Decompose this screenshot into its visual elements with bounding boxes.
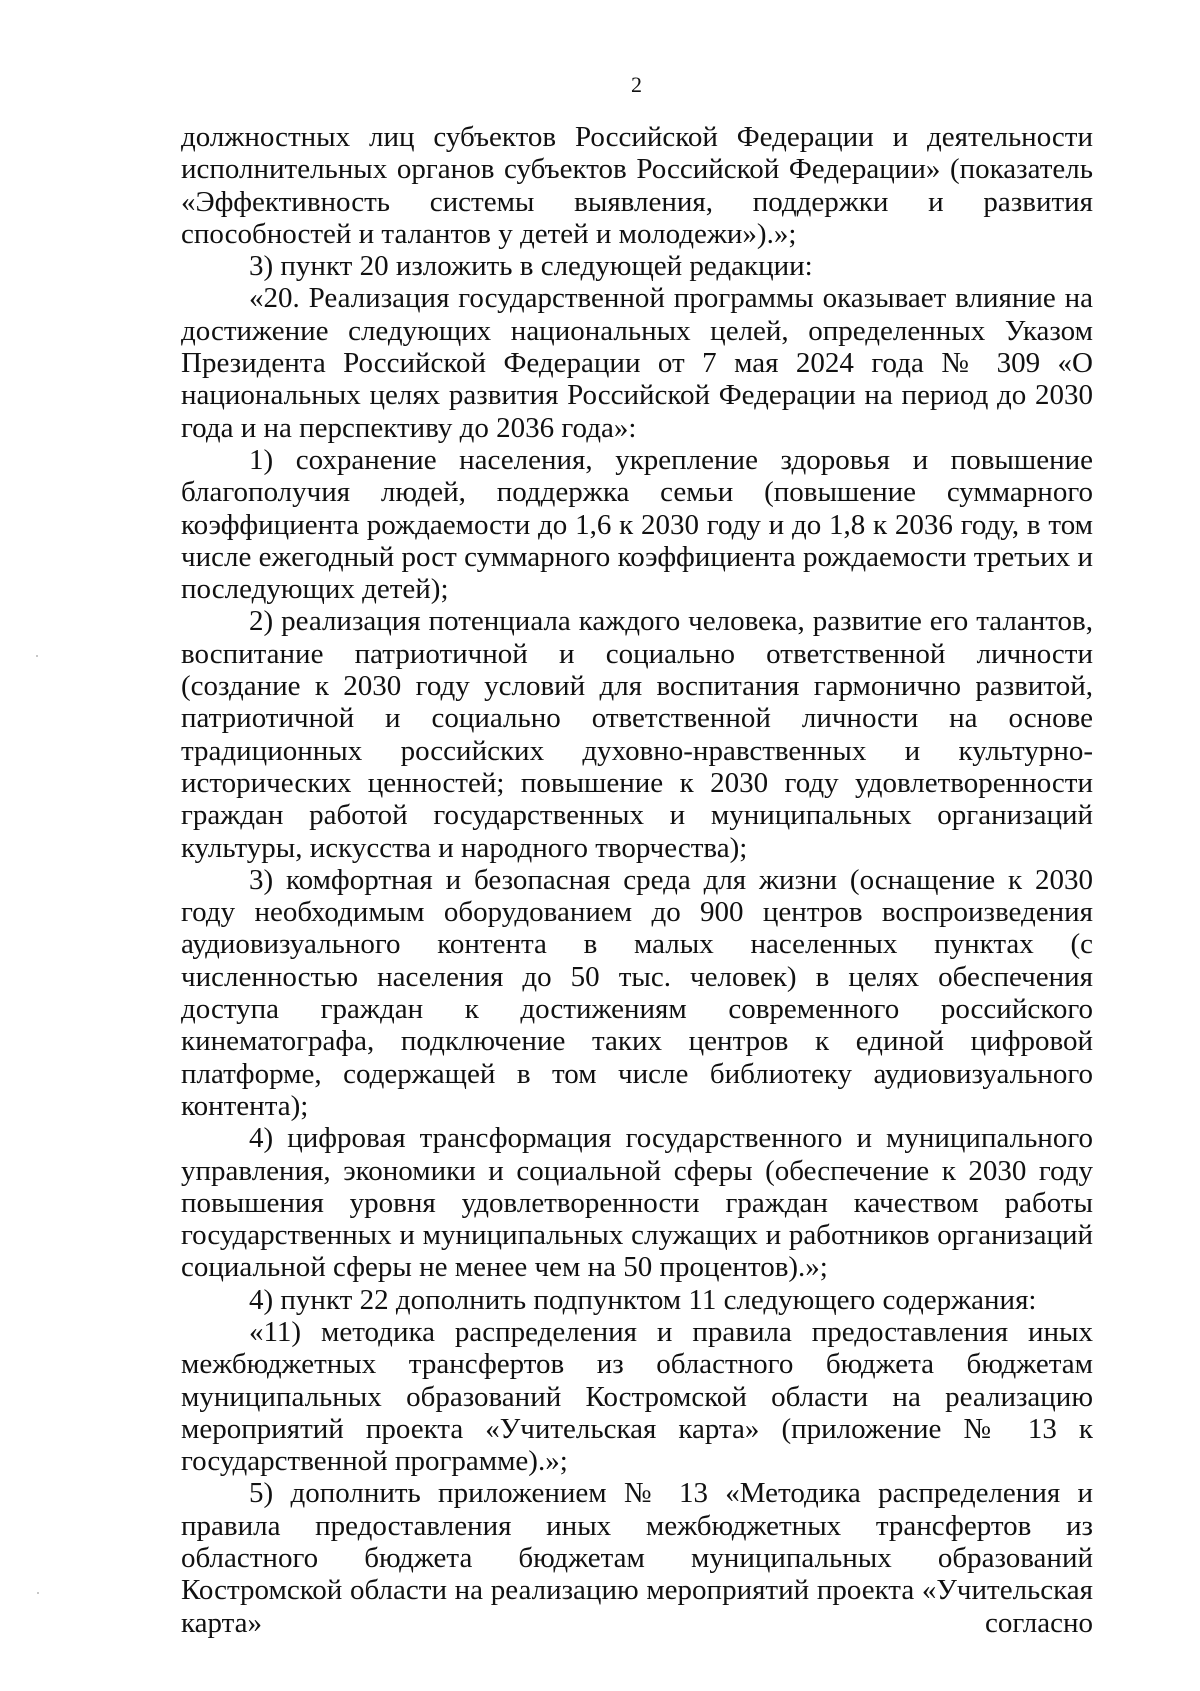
page-number: 2	[631, 72, 642, 97]
paragraph-item-5: 5) дополнить приложением № 13 «Методика распределения и правила предоставления иных межбюджетных трансфертов из областного бюджета бюджетам муниципальных образований Костромской области на реализацию мероприятий проекта «Учительская карта» согласно	[181, 1477, 1093, 1639]
paragraph-goal-3: 3) комфортная и безопасная среда для жизни (оснащение к 2030 году необходимым оборудованием до 900 центров воспроизведения аудиовизуального контента в малых населенных пунктах (с численностью населения до 50 тыс. человек) в целях обеспечения доступа граждан к достижениям современного российского кинематографа, подключение таких центров к единой цифровой платформе, содержащей в том числе библиотеку аудиовизуального контента);	[181, 863, 1093, 1122]
document-body	[181, 121, 1093, 1639]
paragraph-continuation: должностных лиц субъектов Российской Федерации и деятельности исполнительных органов субъектов Российской Федерации» (показатель «Эффективность системы выявления, поддержки и развития способностей и талантов у детей и молодежи»).»;	[181, 121, 1093, 250]
paragraph-item-4: 4) пункт 22 дополнить подпунктом 11 следующего содержания:	[249, 1283, 1037, 1316]
paragraph-goal-4: 4) цифровая трансформация государственного и муниципального управления, экономики и социальной сферы (обеспечение к 2030 году повышения уровня удовлетворенности граждан качеством работы государственных и муниципальных служащих и работников организаций социальной сферы не менее чем на 50 процентов).»;	[181, 1122, 1093, 1284]
paragraph-goal-2: 2) реализация потенциала каждого человека, развитие его талантов, воспитание патриотичной и социально ответственной личности (создание к 2030 году условий для воспитания гармонично развитой, патриотичной и социально ответственной личности на основе традиционных российских духовно-нравственных и культурно-исторических ценностей; повышение к 2030 году удовлетворенности граждан работой государственных и муниципальных организаций культуры, искусства и народного творчества);	[181, 605, 1093, 864]
paragraph-subpoint-11: «11) методика распределения и правила предоставления иных межбюджетных трансфертов из областного бюджета бюджетам муниципальных образований Костромской области на реализацию мероприятий проекта «Учительская карта» (приложение № 13 к государственной программе).»;	[181, 1315, 1093, 1478]
paragraph-item-3: 3) пункт 20 изложить в следующей редакции:	[249, 250, 813, 283]
paragraph-goal-1: 1) сохранение населения, укрепление здоровья и повышение благополучия людей, поддержка семьи (повышение суммарного коэффициента рождаемости до 1,6 к 2030 году и до 1,8 к 2036 году, в том числе ежегодный рост суммарного коэффициента рождаемости третьих и последующих детей);	[181, 443, 1093, 606]
paragraph-point-20: «20. Реализация государственной программы оказывает влияние на достижение следующих национальных целей, определенных Указом Президента Российской Федерации от 7 мая 2024 года № 309 «О национальных целях развития Российской Федерации на период до 2030 года и на перспективу до 2036 года»:	[181, 282, 1093, 444]
